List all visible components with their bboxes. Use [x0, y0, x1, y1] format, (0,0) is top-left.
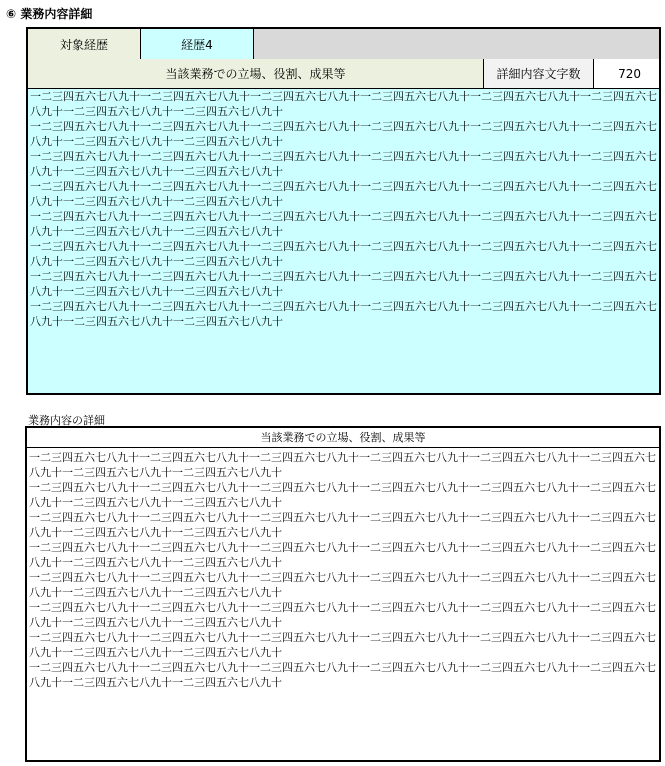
preview-paragraph: 一二三四五六七八九十一二三四五六七八九十一二三四五六七八九十一二三四五六七八九十一二三四五六七八九十一二三四五六七八九十一二三四五六七八九十一二三四五六七八九十 [29, 451, 656, 479]
preview-paragraph: 一二三四五六七八九十一二三四五六七八九十一二三四五六七八九十一二三四五六七八九十一二三四五六七八九十一二三四五六七八九十一二三四五六七八九十一二三四五六七八九十 [29, 511, 656, 539]
detail-paragraph: 一二三四五六七八九十一二三四五六七八九十一二三四五六七八九十一二三四五六七八九十一二三四五六七八九十一二三四五六七八九十一二三四五六七八九十一二三四五六七八九十 [30, 300, 657, 328]
detail-paragraph: 一二三四五六七八九十一二三四五六七八九十一二三四五六七八九十一二三四五六七八九十一二三四五六七八九十一二三四五六七八九十一二三四五六七八九十一二三四五六七八九十 [30, 240, 657, 268]
detail-paragraph: 一二三四五六七八九十一二三四五六七八九十一二三四五六七八九十一二三四五六七八九十一二三四五六七八九十一二三四五六七八九十一二三四五六七八九十一二三四五六七八九十 [30, 150, 657, 178]
target-row [28, 29, 659, 60]
preview-box [25, 426, 661, 762]
target-label: 対象経歴 [28, 29, 141, 59]
char-count-label: 詳細内容文字数 [484, 59, 594, 88]
detail-input-area[interactable] [28, 89, 659, 393]
detail-paragraph: 一二三四五六七八九十一二三四五六七八九十一二三四五六七八九十一二三四五六七八九十一二三四五六七八九十一二三四五六七八九十一二三四五六七八九十一二三四五六七八九十 [30, 120, 657, 148]
section-title: ⑥ 業務内容詳細 [6, 7, 93, 21]
detail-paragraph: 一二三四五六七八九十一二三四五六七八九十一二三四五六七八九十一二三四五六七八九十一二三四五六七八九十一二三四五六七八九十一二三四五六七八九十一二三四五六七八九十 [30, 210, 657, 238]
preview-paragraph: 一二三四五六七八九十一二三四五六七八九十一二三四五六七八九十一二三四五六七八九十一二三四五六七八九十一二三四五六七八九十一二三四五六七八九十一二三四五六七八九十 [29, 481, 656, 509]
detail-table [26, 27, 661, 395]
detail-paragraph: 一二三四五六七八九十一二三四五六七八九十一二三四五六七八九十一二三四五六七八九十一二三四五六七八九十一二三四五六七八九十一二三四五六七八九十一二三四五六七八九十 [30, 90, 657, 118]
blank-cell [254, 29, 659, 59]
preview-paragraph: 一二三四五六七八九十一二三四五六七八九十一二三四五六七八九十一二三四五六七八九十一二三四五六七八九十一二三四五六七八九十一二三四五六七八九十一二三四五六七八九十 [29, 541, 656, 569]
preview-paragraph: 一二三四五六七八九十一二三四五六七八九十一二三四五六七八九十一二三四五六七八九十一二三四五六七八九十一二三四五六七八九十一二三四五六七八九十一二三四五六七八九十 [29, 601, 656, 629]
preview-paragraph: 一二三四五六七八九十一二三四五六七八九十一二三四五六七八九十一二三四五六七八九十一二三四五六七八九十一二三四五六七八九十一二三四五六七八九十一二三四五六七八九十 [29, 571, 656, 599]
detail-paragraph: 一二三四五六七八九十一二三四五六七八九十一二三四五六七八九十一二三四五六七八九十一二三四五六七八九十一二三四五六七八九十一二三四五六七八九十一二三四五六七八九十 [30, 180, 657, 208]
detail-paragraph: 一二三四五六七八九十一二三四五六七八九十一二三四五六七八九十一二三四五六七八九十一二三四五六七八九十一二三四五六七八九十一二三四五六七八九十一二三四五六七八九十 [30, 270, 657, 298]
preview-paragraph: 一二三四五六七八九十一二三四五六七八九十一二三四五六七八九十一二三四五六七八九十一二三四五六七八九十一二三四五六七八九十一二三四五六七八九十一二三四五六七八九十 [29, 661, 656, 689]
char-count-value: 720 [594, 59, 659, 88]
preview-title: 業務内容の詳細 [28, 414, 105, 427]
preview-paragraph: 一二三四五六七八九十一二三四五六七八九十一二三四五六七八九十一二三四五六七八九十一二三四五六七八九十一二三四五六七八九十一二三四五六七八九十一二三四五六七八九十 [29, 631, 656, 659]
role-header: 当該業務での立場、役割、成果等 [28, 59, 484, 88]
header-row [28, 59, 659, 89]
preview-header: 当該業務での立場、役割、成果等 [27, 428, 659, 448]
target-value-cell[interactable]: 経歴4 [141, 29, 254, 59]
preview-text [27, 448, 659, 690]
